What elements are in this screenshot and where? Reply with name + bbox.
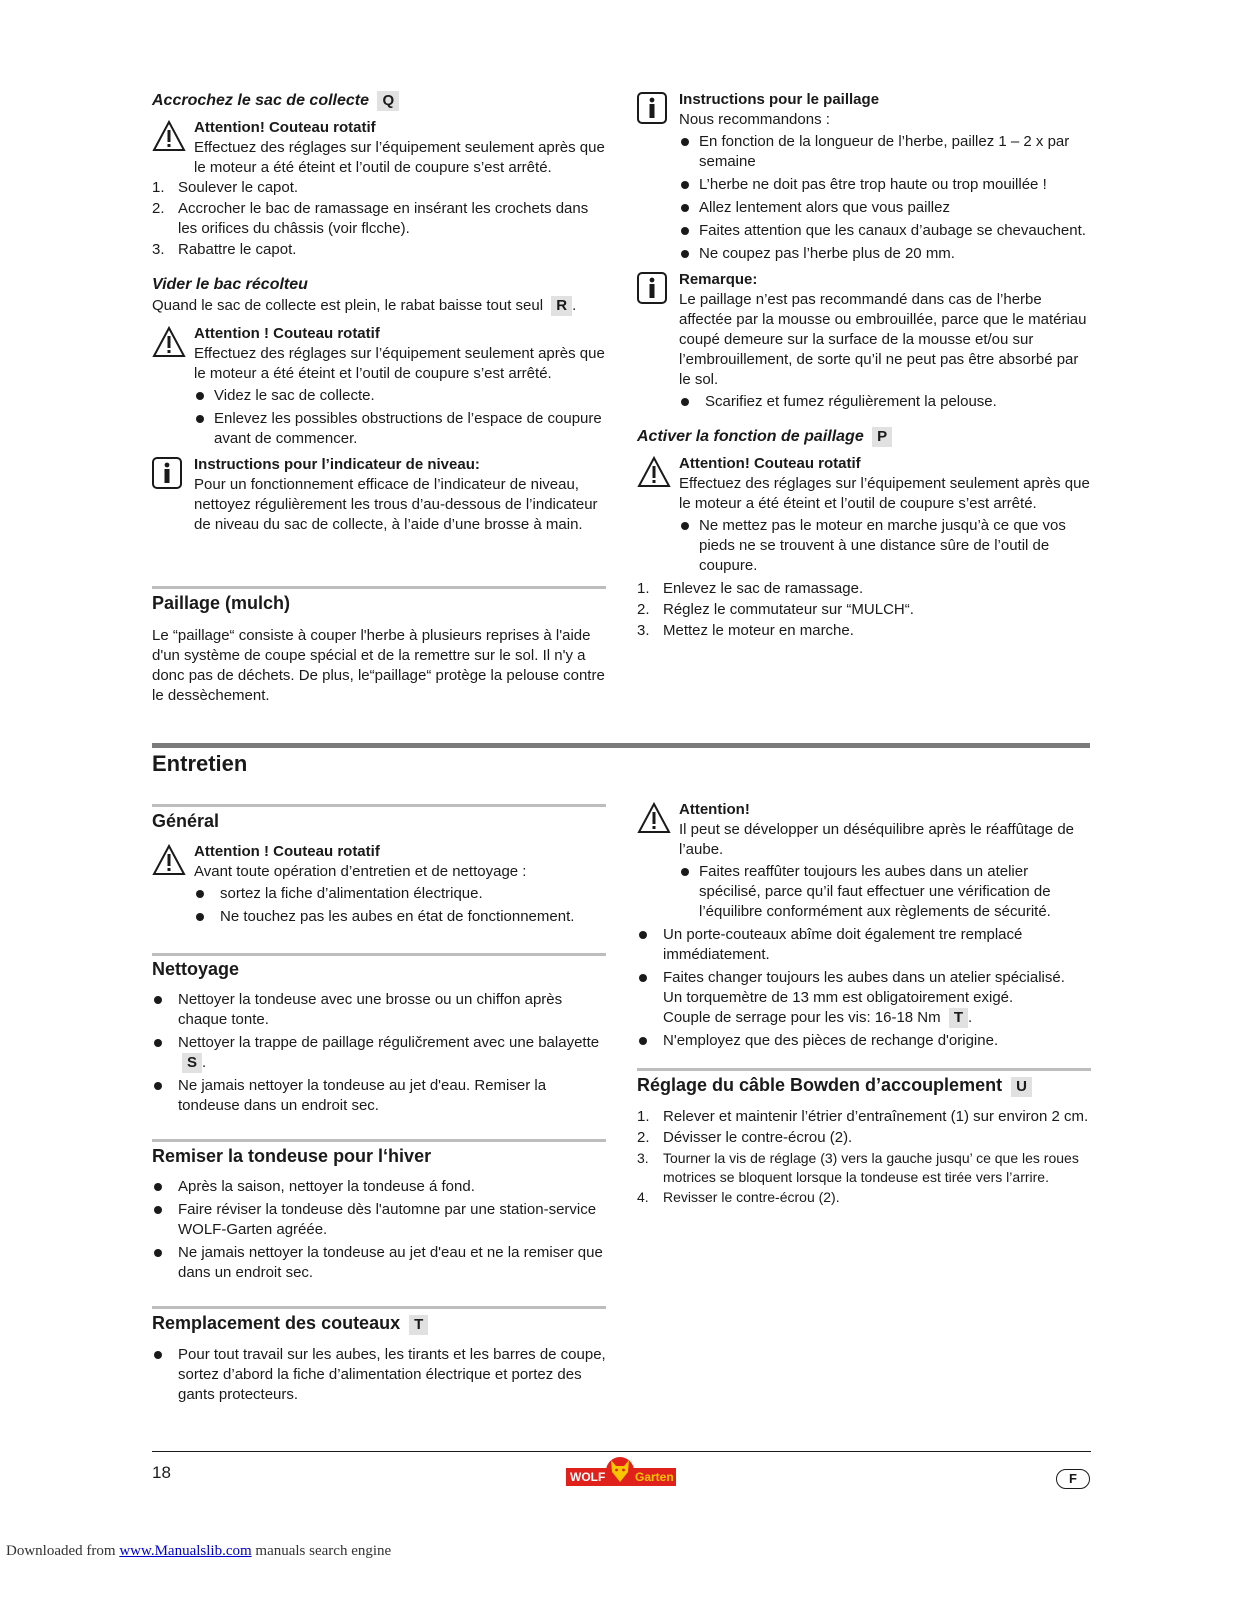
figure-ref-badge: T — [409, 1315, 428, 1335]
empty-bag-text: Quand le sac de collecte est plein, le rabat baisse tout seul R . — [152, 297, 577, 314]
list-item: 2. Accrocher le bac de ramassage en insérant les crochets dans les orifices du châssis (voir flcche). — [152, 200, 589, 237]
mulch-section — [152, 592, 606, 706]
list-item: Enlevez les possibles obstructions de l’espace de coupure avant de commencer. — [194, 409, 606, 449]
info-title: Instructions pour le paillage — [679, 91, 880, 108]
right-column-bottom — [637, 800, 1091, 1054]
section-title-empty-bag: Vider le bac récolteu — [152, 276, 308, 293]
section-rule — [637, 1068, 1091, 1071]
info-note — [152, 455, 606, 535]
section-rule — [152, 804, 606, 807]
list-item: Pour tout travail sur les aubes, les tirants et les barres de coupe, sortez d’abord la fiche d’alimentation électrique et portez des gants protecteurs. — [152, 1345, 606, 1405]
general-section — [152, 810, 606, 930]
warning-note — [152, 324, 606, 449]
info-text: Le paillage n’est pas recommandé dans cas de l’herbe affectée par la mousse ou embrouillée, parce que le matériau coupé demeure sur la surface de la mousse et/ou sur l’embrouillement, de sorte qu’il ne peut pas être absorbé par le sol. — [679, 291, 1087, 388]
warning-title: Attention! Couteau rotatif — [194, 119, 376, 136]
list-item: 1. Relever et maintenir l’étrier d’entraînement (1) sur environ 2 cm. — [637, 1108, 1089, 1125]
list-item: 2. Dévisser le contre-écrou (2). — [637, 1129, 853, 1146]
nettoyage-bullets — [152, 990, 606, 1116]
chapter-title-entretien: Entretien — [152, 751, 248, 776]
figure-ref-badge: P — [872, 427, 892, 447]
left-column-top — [152, 90, 606, 535]
language-badge: F — [1056, 1469, 1090, 1489]
hiver-bullets — [152, 1177, 606, 1283]
logo-text-right: Garten — [635, 1470, 674, 1484]
list-item: N'employez que des pièces de rechange d'origine. — [637, 1031, 1091, 1051]
figure-ref-badge: S — [182, 1053, 202, 1073]
warning-note — [152, 842, 606, 927]
warning-triangle-icon — [152, 326, 186, 364]
section-title-couteaux: Remplacement des couteaux T — [152, 1312, 606, 1335]
maintenance-bullets — [637, 925, 1091, 1051]
hang-bag-steps — [152, 178, 606, 260]
bowden-section — [637, 1074, 1091, 1208]
warning-triangle-icon — [152, 844, 186, 882]
section-rule — [152, 586, 606, 589]
section-title-general: Général — [152, 811, 220, 831]
list-item: Faites attention que les canaux d’aubage se chevauchent. — [679, 221, 1091, 241]
warning-text: Effectuez des réglages sur l’équipement seulement après que le moteur a été éteint et l’outil de coupure s’est arrêté. — [194, 345, 605, 382]
wolf-head-icon — [606, 1454, 634, 1492]
list-item: 4. Revisser le contre-écrou (2). — [637, 1189, 840, 1205]
section-title-hiver: Remiser la tondeuse pour l‘hiver — [152, 1146, 432, 1166]
right-column-top — [637, 90, 1091, 642]
info-bullets — [679, 392, 1091, 412]
list-item: Nettoyer la trappe de paillage réguličrement avec une balayette S . — [152, 1033, 606, 1073]
page-number: 18 — [152, 1463, 171, 1482]
section-title-nettoyage: Nettoyage — [152, 959, 240, 979]
warning-text: Avant toute opération d’entretien et de nettoyage : — [194, 863, 527, 880]
info-bullets — [679, 132, 1091, 264]
list-item: sortez la fiche d’alimentation électrique. — [194, 884, 606, 904]
download-prefix: Downloaded from — [6, 1543, 120, 1559]
list-item: Faites reaffûter toujours les aubes dans un atelier spécilisé, parce qu’il faut effectuer une vérification de l’équilibre conformément aux règlements de sécurité. — [679, 862, 1091, 922]
list-item: Ne coupez pas l’herbe plus de 20 mm. — [679, 244, 1091, 264]
list-item: 3. Mettez le moteur en marche. — [637, 622, 854, 639]
list-item: Après la saison, nettoyer la tondeuse á fond. — [152, 1177, 606, 1197]
section-rule — [152, 1306, 606, 1309]
warning-bullets — [679, 862, 1091, 922]
warning-triangle-icon — [152, 120, 186, 158]
chapter-rule — [152, 743, 1090, 748]
footer-rule — [152, 1451, 1091, 1452]
info-text: Nous recommandons : — [679, 111, 830, 128]
list-item: Faites changer toujours les aubes dans un atelier spécialisé. Un torquemètre de 13 mm est obligatoirement exigé. Couple de serrage pour les vis: 16-18 Nm T . — [637, 968, 1091, 1028]
hiver-section — [152, 1145, 606, 1286]
list-item: Scarifiez et fumez régulièrement la pelouse. — [679, 392, 1091, 412]
figure-ref-badge: U — [1011, 1077, 1032, 1097]
info-note — [637, 270, 1091, 412]
list-item: Ne touchez pas les aubes en état de fonctionnement. — [194, 907, 606, 927]
logo-text-left: WOLF — [570, 1470, 606, 1484]
info-note — [637, 90, 1091, 264]
section-rule — [152, 953, 606, 956]
info-title: Instructions pour l’indicateur de niveau: — [194, 456, 480, 473]
list-item: 1. Enlevez le sac de ramassage. — [637, 580, 864, 597]
list-item: L’herbe ne doit pas être trop haute ou trop mouillée ! — [679, 175, 1091, 195]
section-title-mulch: Paillage (mulch) — [152, 593, 291, 613]
bowden-steps — [637, 1107, 1091, 1148]
warning-bullets — [194, 884, 606, 927]
list-item: 2. Réglez le commutateur sur “MULCH“. — [637, 601, 914, 618]
info-icon — [152, 457, 182, 495]
info-text: Pour un fonctionnement efficace de l’indicateur de niveau, nettoyez régulièrement les trous d’au-dessous de l’indicateur de niveau du sac de collecte, à l’aide d’une brosse à main. — [194, 476, 598, 533]
download-note — [6, 1543, 391, 1560]
list-item: Allez lentement alors que vous paillez — [679, 198, 1091, 218]
list-item: Ne jamais nettoyer la tondeuse au jet d'eau et ne la remiser que dans un endroit sec. — [152, 1243, 606, 1283]
list-item: Un porte-couteaux abîme doit également tre remplacé immédiatement. — [637, 925, 1091, 965]
wolf-garten-logo — [566, 1454, 676, 1488]
warning-note — [637, 454, 1091, 576]
list-item: Nettoyer la tondeuse avec une brosse ou un chiffon après chaque tonte. — [152, 990, 606, 1030]
nettoyage-section — [152, 958, 606, 1119]
list-item: 3. Rabattre le capot. — [152, 241, 297, 258]
warning-title: Attention! — [679, 801, 750, 818]
warning-bullets — [194, 386, 606, 449]
figure-ref-badge: Q — [377, 91, 399, 111]
section-title-hang-bag: Accrochez le sac de collecte Q — [152, 90, 606, 112]
list-item: Videz le sac de collecte. — [194, 386, 606, 406]
section-title-activate-mulch: Activer la fonction de paillage P — [637, 426, 1091, 448]
warning-note — [637, 800, 1091, 922]
manualslib-link[interactable]: www.Manualslib.com — [119, 1543, 252, 1559]
warning-title: Attention ! Couteau rotatif — [194, 843, 380, 860]
figure-ref-badge: T — [949, 1008, 968, 1028]
list-item: Faire réviser la tondeuse dès l'automne par une station-service WOLF-Garten agréée. — [152, 1200, 606, 1240]
download-suffix: manuals search engine — [251, 1543, 392, 1559]
couteaux-bullets — [152, 1345, 606, 1405]
section-title-bowden: Réglage du câble Bowden d’accouplement U — [637, 1074, 1091, 1097]
list-item: 3. Tourner la vis de réglage (3) vers la gauche jusqu’ ce que les roues motrices se bloquent lorsque la tondeuse est tirée vers l’arrire. — [637, 1150, 1079, 1185]
warning-bullets — [679, 516, 1091, 576]
warning-title: Attention ! Couteau rotatif — [194, 325, 380, 342]
list-item: En fonction de la longueur de l’herbe, paillez 1 – 2 x par semaine — [679, 132, 1091, 172]
warning-triangle-icon — [637, 456, 671, 494]
bowden-steps-small — [637, 1149, 1091, 1207]
warning-text: Il peut se développer un déséquilibre après le réaffûtage de l’aube. — [679, 821, 1075, 858]
list-item: 1. Soulever le capot. — [152, 179, 299, 196]
list-item: Ne mettez pas le moteur en marche jusqu’à ce que vos pieds ne se trouvent à une distance sûre de l’outil de coupure. — [679, 516, 1091, 576]
section-rule — [152, 1139, 606, 1142]
mulch-text: Le “paillage“ consiste à couper l'herbe à plusieurs reprises à l'aide d'un système de coupe spécial et de la remettre sur le sol. Il n'y a donc pas de déchets. De plus, le“paillage“ protège la pelouse contre le dessèchement. — [152, 627, 605, 704]
activate-mulch-steps — [637, 579, 1091, 641]
list-item: Ne jamais nettoyer la tondeuse au jet d'eau. Remiser la tondeuse dans un endroit sec. — [152, 1076, 606, 1116]
info-icon — [637, 272, 667, 310]
warning-note — [152, 118, 606, 178]
info-icon — [637, 92, 667, 130]
warning-triangle-icon — [637, 802, 671, 840]
figure-ref-badge: R — [551, 296, 572, 316]
warning-title: Attention! Couteau rotatif — [679, 455, 861, 472]
warning-text: Effectuez des réglages sur l’équipement seulement après que le moteur a été éteint et l’outil de coupure s’est arrêté. — [194, 139, 605, 176]
couteaux-section — [152, 1312, 606, 1408]
warning-text: Effectuez des réglages sur l’équipement seulement après que le moteur a été éteint et l’outil de coupure s’est arrêté. — [679, 475, 1090, 512]
info-title: Remarque: — [679, 271, 758, 288]
